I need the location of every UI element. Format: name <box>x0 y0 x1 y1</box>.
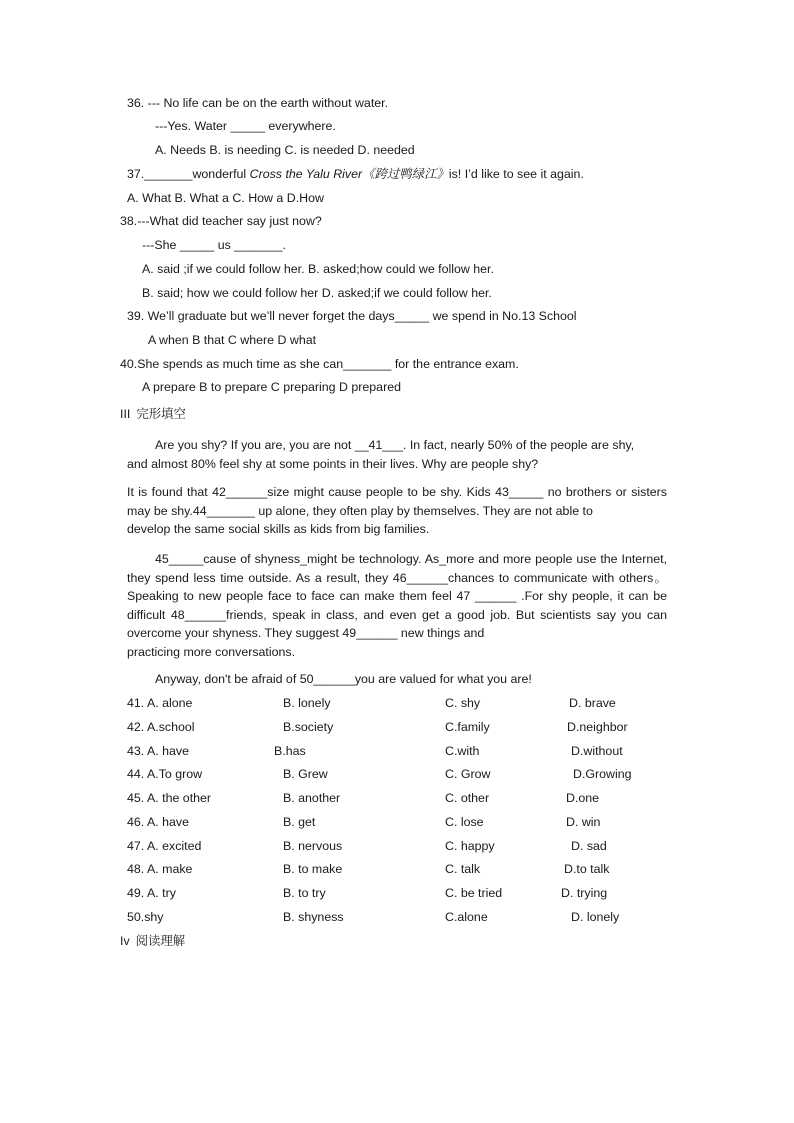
section-3-number: III <box>120 407 131 421</box>
choice-47-d: D. sad <box>571 839 607 853</box>
choice-41-b: B. lonely <box>283 696 331 710</box>
choice-48-a: 48. A. make <box>127 862 193 876</box>
choice-43-b: B.has <box>274 744 306 758</box>
section-4-heading <box>120 933 185 949</box>
choice-42-d: D.neighbor <box>567 720 628 734</box>
choice-44-b: B. Grew <box>283 767 328 781</box>
choice-50-a: 50.shy <box>127 910 164 924</box>
q38-stem: 38.---What did teacher say just now? <box>120 214 322 228</box>
passage-paragraph-1 <box>127 436 667 473</box>
passage-p3-last: practicing more conversations. <box>127 644 296 659</box>
q40-stem: 40.She spends as much time as she can_______ for the entrance exam. <box>120 357 519 371</box>
section-4-number: Iv <box>120 934 130 948</box>
q38-options-2: B. said; how we could follow her D. asked;if we could follow her. <box>142 286 492 300</box>
choice-50-d: D. lonely <box>571 910 620 924</box>
choice-43-c: C.with <box>445 744 480 758</box>
passage-p1-line1: Are you shy? If you are, you are not __41___. In fact, nearly 50% of the people are shy, <box>155 438 635 452</box>
choice-44-a: 44. A.To grow <box>127 767 203 781</box>
choice-48-c: C. talk <box>445 862 481 876</box>
choice-49-d: D. trying <box>561 886 608 900</box>
passage-paragraph-3 <box>127 550 667 662</box>
choice-44-c: C. Grow <box>445 767 491 781</box>
choice-46-d: D. win <box>566 815 601 829</box>
q39-stem: 39. We’ll graduate but we’ll never forget the days_____ we spend in No.13 School <box>127 309 577 323</box>
choice-49-a: 49. A. try <box>127 886 176 900</box>
q40-options: A prepare B to prepare C preparing D prepared <box>142 380 401 394</box>
choice-45-b: B. another <box>283 791 341 805</box>
q36-options: A. Needs B. is needing C. is needed D. needed <box>155 143 415 157</box>
q37-pre: 37._______wonderful <box>127 167 250 181</box>
choice-43-a: 43. A. have <box>127 744 190 758</box>
passage-p2-last: develop the same social skills as kids from big families. <box>127 522 430 537</box>
choice-47-c: C. happy <box>445 839 495 853</box>
q38-reply: ---She _____ us _______. <box>142 238 286 252</box>
q37-title: Cross the Yalu River《跨过鸭绿江》 <box>249 167 449 181</box>
choice-49-c: C. be tried <box>445 886 503 900</box>
choice-49-b: B. to try <box>283 886 326 900</box>
q38-options-1: A. said ;if we could follow her. B. asked;how could we follow her. <box>142 262 494 276</box>
choice-43-d: D.without <box>571 744 623 758</box>
passage-p3-body: 45_____cause of shyness_might be technology. As_more and more people use the Internet, they spend less time outside. As a result, they 46______chances to communicate with others。 Speaking to new people face to face can make them feel 47 ______ .For shy people, it can be difficult 48______friends, speak in class, and even get a good job. But scientists say you can overcome your shyness. They suggest 49______ new things and <box>127 552 667 641</box>
choice-46-b: B. get <box>283 815 316 829</box>
choice-50-c: C.alone <box>445 910 488 924</box>
section-4-title: 阅读理解 <box>135 933 186 948</box>
choice-44-d: D.Growing <box>573 767 632 781</box>
choice-50-b: B. shyness <box>283 910 344 924</box>
section-3-heading <box>120 406 186 422</box>
q36-stem: 36. --- No life can be on the earth without water. <box>127 96 389 110</box>
choice-45-a: 45. A. the other <box>127 791 212 805</box>
choice-47-b: B. nervous <box>283 839 343 853</box>
passage-p2-body: It is found that 42______size might cause people to be shy. Kids 43_____ no brothers or sisters may be shy.44_______ up alone, they often play by themselves. They are not able to <box>127 485 667 518</box>
section-3-title: 完形填空 <box>136 406 186 421</box>
q36-reply: ---Yes. Water _____ everywhere. <box>155 119 336 133</box>
choice-42-c: C.family <box>445 720 490 734</box>
q39-options: A when B that C where D what <box>148 333 317 347</box>
choice-45-d: D.one <box>566 791 600 805</box>
q37-post: is! I’d like to see it again. <box>448 167 584 181</box>
q37-options: A. What B. What a C. How a D.How <box>127 191 324 205</box>
choice-46-c: C. lose <box>445 815 484 829</box>
choice-48-b: B. to make <box>283 862 343 876</box>
choice-46-a: 46. A. have <box>127 815 190 829</box>
choice-41-a: 41. A. alone <box>127 696 193 710</box>
choice-47-a: 47. A. excited <box>127 839 202 853</box>
choice-42-b: B.society <box>283 720 334 734</box>
choice-41-c: C. shy <box>445 696 481 710</box>
choice-41-d: D. brave <box>569 696 616 710</box>
choice-48-d: D.to talk <box>564 862 610 876</box>
q37-stem <box>127 166 584 182</box>
passage-paragraph-2 <box>127 483 667 539</box>
choice-45-c: C. other <box>445 791 490 805</box>
passage-paragraph-4: Anyway, don't be afraid of 50______you are valued for what you are! <box>155 672 532 686</box>
choice-42-a: 42. A.school <box>127 720 195 734</box>
passage-p1-line2: and almost 80% feel shy at some points in their lives. Why are people shy? <box>127 456 539 471</box>
